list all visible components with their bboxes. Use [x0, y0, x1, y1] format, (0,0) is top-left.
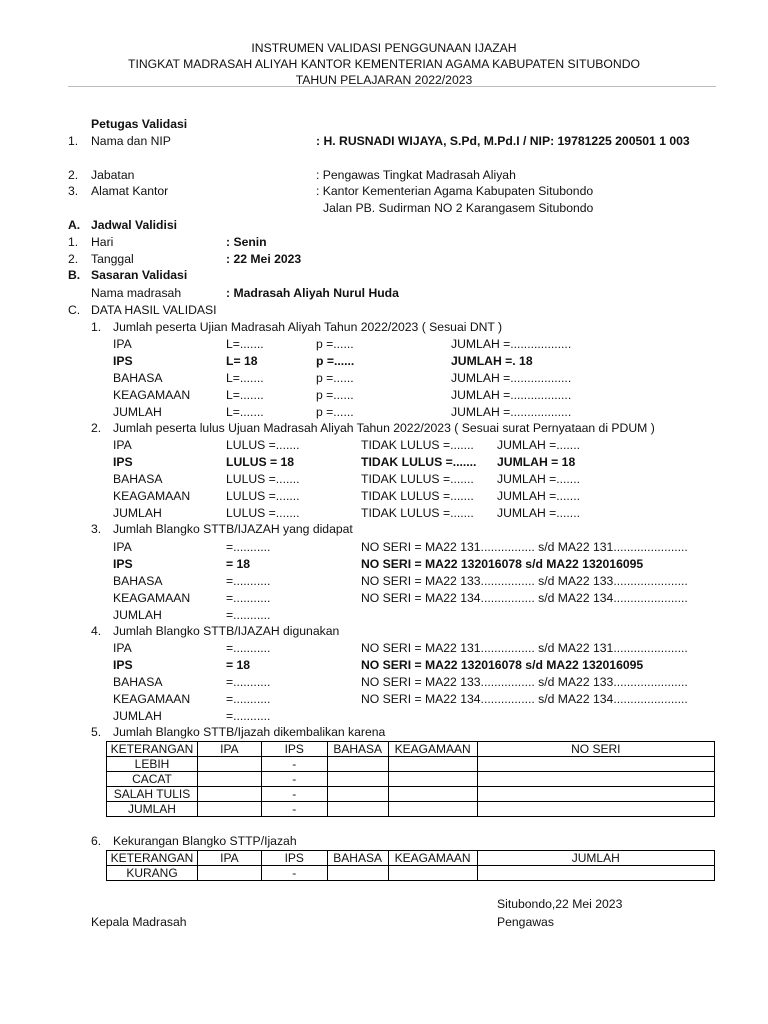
table-cell	[477, 757, 714, 772]
column-header: KETERANGAN	[107, 851, 198, 866]
row-value: NO SERI = MA22 133................ s/d MA22 133......................	[361, 675, 688, 689]
table-cell	[197, 757, 261, 772]
table-cell	[327, 787, 388, 802]
returned-blanks-table	[106, 741, 715, 817]
row-value: LULUS =.......	[226, 506, 300, 520]
row-category: IPS	[113, 455, 133, 469]
table-cell	[197, 787, 261, 802]
row-category: JUMLAH	[113, 709, 162, 723]
table-cell	[388, 802, 477, 817]
section-letter: B.	[68, 268, 81, 282]
row-value: NO SERI = MA22 132016078 s/d MA22 132016095	[361, 557, 644, 571]
row-category: IPS	[113, 557, 133, 571]
row-value: NO SERI = MA22 132016078 s/d MA22 132016095	[361, 658, 644, 672]
petugas-value: : H. RUSNADI WIJAYA, S.Pd, M.Pd.I / NIP: 19781225 200501 1 003	[316, 134, 690, 148]
row-value: =...........	[226, 591, 271, 605]
row-value: TIDAK LULUS =.......	[361, 455, 477, 469]
jadwal-heading: Jadwal Validisi	[91, 218, 178, 232]
table-row	[107, 787, 715, 802]
row-value: L=.......	[226, 405, 264, 419]
table-cell	[388, 787, 477, 802]
subsection-title: Jumlah Blangko STTB/IJAZAH digunakan	[113, 624, 340, 638]
table-cell: -	[261, 802, 327, 817]
table-cell: -	[261, 866, 327, 881]
petugas-value: : Pengawas Tingkat Madrasah Aliyah	[316, 168, 516, 182]
doc-title-line3: TAHUN PELAJARAN 2022/2023	[295, 73, 473, 87]
petugas-label: Nama dan NIP	[91, 134, 171, 148]
subsection-num: 3.	[91, 522, 102, 536]
row-value: L=.......	[226, 388, 264, 402]
row-value: p =......	[316, 405, 354, 419]
shortage-table	[106, 850, 715, 881]
row-value: JUMLAH =.......	[497, 506, 580, 520]
table-cell: KURANG	[107, 866, 198, 881]
subsection-num: 2.	[91, 421, 102, 435]
petugas-label: Alamat Kantor	[91, 184, 169, 198]
row-value: JUMLAH =..................	[451, 337, 572, 351]
table-row	[107, 866, 715, 881]
subsection-title: Jumlah peserta lulus Ujuan Madrasah Aliyah Tahun 2022/2023 ( Sesuai surat Pernyataan di PDUM )	[113, 421, 655, 435]
section-letter: C.	[68, 303, 81, 317]
petugas-num: 2.	[68, 168, 79, 182]
row-value: L=.......	[226, 337, 264, 351]
table-cell: SALAH TULIS	[107, 787, 198, 802]
petugas-value-address: Jalan PB. Sudirman NO 2 Karangasem Situbondo	[323, 201, 594, 215]
subsection-title: Jumlah Blangko STTB/IJAZAH yang didapat	[113, 522, 353, 536]
subsection-num: 4.	[91, 624, 102, 638]
row-category: IPS	[113, 658, 133, 672]
row-category: KEAGAMAAN	[113, 692, 191, 706]
table-cell: -	[261, 772, 327, 787]
subsection-num: 5.	[91, 725, 102, 739]
row-category: JUMLAH	[113, 506, 162, 520]
row-value: p =......	[316, 354, 355, 368]
table-cell	[388, 866, 477, 881]
petugas-num: 1.	[68, 134, 79, 148]
petugas-heading: Petugas Validasi	[91, 117, 188, 131]
row-value: L= 18	[226, 354, 258, 368]
table-row	[107, 772, 715, 787]
column-header: IPS	[261, 851, 327, 866]
column-header: BAHASA	[327, 742, 388, 757]
row-value: LULUS =.......	[226, 489, 300, 503]
row-value: NO SERI = MA22 134................ s/d MA22 134......................	[361, 591, 688, 605]
row-category: IPA	[113, 337, 132, 351]
table-cell	[388, 772, 477, 787]
table-cell	[477, 772, 714, 787]
row-category: JUMLAH	[113, 405, 162, 419]
row-category: BAHASA	[113, 472, 163, 486]
petugas-label: Jabatan	[91, 168, 135, 182]
row-value: JUMLAH =.......	[497, 472, 580, 486]
sasaran-label: Nama madrasah	[91, 286, 182, 300]
row-category: IPA	[113, 438, 132, 452]
table-cell	[477, 866, 714, 881]
kepala-madrasah-label: Kepala Madrasah	[91, 915, 187, 929]
row-value: JUMLAH =..................	[451, 388, 572, 402]
column-header: KETERANGAN	[107, 742, 198, 757]
jadwal-value: : 22 Mei 2023	[226, 252, 302, 266]
table-row	[107, 802, 715, 817]
section-letter: A.	[68, 218, 81, 232]
table-cell: LEBIH	[107, 757, 198, 772]
row-value: =...........	[226, 540, 271, 554]
table-cell	[477, 787, 714, 802]
row-value: JUMLAH = 18	[497, 455, 576, 469]
row-value: TIDAK LULUS =.......	[361, 489, 474, 503]
subsection-num: 1.	[91, 320, 102, 334]
pengawas-label: Pengawas	[497, 915, 554, 929]
table-cell	[327, 866, 388, 881]
row-value: NO SERI = MA22 131................ s/d MA22 131......................	[361, 540, 688, 554]
row-category: KEAGAMAAN	[113, 388, 191, 402]
sasaran-value: : Madrasah Aliyah Nurul Huda	[226, 286, 399, 300]
row-category: IPA	[113, 540, 132, 554]
row-category: IPA	[113, 641, 132, 655]
jadwal-label: Hari	[91, 235, 114, 249]
row-value: p =......	[316, 388, 354, 402]
row-value: TIDAK LULUS =.......	[361, 472, 474, 486]
table-cell	[327, 757, 388, 772]
column-header: JUMLAH	[477, 851, 714, 866]
row-value: =...........	[226, 608, 271, 622]
petugas-value: : Kantor Kementerian Agama Kabupaten Situbondo	[316, 184, 594, 198]
row-category: KEAGAMAAN	[113, 591, 191, 605]
subsection-num: 6.	[91, 834, 102, 848]
row-value: NO SERI = MA22 131................ s/d MA22 131......................	[361, 641, 688, 655]
row-value: JUMLAH =..................	[451, 405, 572, 419]
table-cell	[388, 757, 477, 772]
column-header: KEAGAMAAN	[388, 851, 477, 866]
row-value: =...........	[226, 675, 271, 689]
row-category: BAHASA	[113, 675, 163, 689]
row-value: =...........	[226, 641, 271, 655]
table-row	[107, 757, 715, 772]
row-value: LULUS = 18	[226, 455, 295, 469]
table-cell: -	[261, 787, 327, 802]
row-value: = 18	[226, 557, 251, 571]
row-value: JUMLAH =.......	[497, 489, 580, 503]
data-heading: DATA HASIL VALIDASI	[91, 303, 217, 317]
row-value: L=.......	[226, 371, 264, 385]
row-value: JUMLAH =. 18	[451, 354, 533, 368]
row-value: JUMLAH =.......	[497, 438, 580, 452]
row-category: IPS	[113, 354, 133, 368]
petugas-num: 3.	[68, 184, 79, 198]
sasaran-heading: Sasaran Validasi	[91, 268, 188, 282]
row-value: TIDAK LULUS =.......	[361, 506, 474, 520]
doc-title-line2: TINGKAT MADRASAH ALIYAH KANTOR KEMENTERIAN AGAMA KABUPATEN SITUBONDO	[128, 57, 640, 71]
column-header: IPA	[197, 742, 261, 757]
row-category: BAHASA	[113, 371, 163, 385]
table-cell	[197, 802, 261, 817]
row-value: p =......	[316, 337, 354, 351]
column-header: KEAGAMAAN	[388, 742, 477, 757]
table-cell	[197, 772, 261, 787]
table-header-row	[107, 851, 715, 866]
jadwal-label: Tanggal	[91, 252, 134, 266]
table-cell	[477, 802, 714, 817]
row-value: =...........	[226, 709, 271, 723]
header-divider	[68, 86, 716, 87]
table-cell: -	[261, 757, 327, 772]
table-cell: CACAT	[107, 772, 198, 787]
row-value: =...........	[226, 574, 271, 588]
subsection-title: Jumlah Blangko STTB/Ijazah dikembalikan karena	[113, 725, 386, 739]
row-value: LULUS =.......	[226, 472, 300, 486]
place-date: Situbondo,22 Mei 2023	[497, 897, 623, 911]
table-cell	[197, 866, 261, 881]
table-cell: JUMLAH	[107, 802, 198, 817]
column-header: IPS	[261, 742, 327, 757]
row-value: LULUS =.......	[226, 438, 300, 452]
row-value: p =......	[316, 371, 354, 385]
row-category: KEAGAMAAN	[113, 489, 191, 503]
jadwal-num: 1.	[68, 235, 79, 249]
column-header: NO SERI	[477, 742, 714, 757]
table-header-row	[107, 742, 715, 757]
row-value: NO SERI = MA22 134................ s/d MA22 134......................	[361, 692, 688, 706]
jadwal-num: 2.	[68, 252, 79, 266]
row-category: JUMLAH	[113, 608, 162, 622]
row-value: = 18	[226, 658, 251, 672]
row-value: TIDAK LULUS =.......	[361, 438, 474, 452]
table-cell	[327, 802, 388, 817]
row-category: BAHASA	[113, 574, 163, 588]
row-value: JUMLAH =..................	[451, 371, 572, 385]
subsection-title: Jumlah peserta Ujian Madrasah Aliyah Tahun 2022/2023 ( Sesuai DNT )	[113, 320, 503, 334]
column-header: IPA	[197, 851, 261, 866]
table-cell	[327, 772, 388, 787]
doc-title-line1: INSTRUMEN VALIDASI PENGGUNAAN IJAZAH	[251, 41, 517, 55]
row-value: NO SERI = MA22 133................ s/d MA22 133......................	[361, 574, 688, 588]
subsection-title: Kekurangan Blangko STTP/Ijazah	[113, 834, 297, 848]
row-value: =...........	[226, 692, 271, 706]
column-header: BAHASA	[327, 851, 388, 866]
jadwal-value: : Senin	[226, 235, 267, 249]
